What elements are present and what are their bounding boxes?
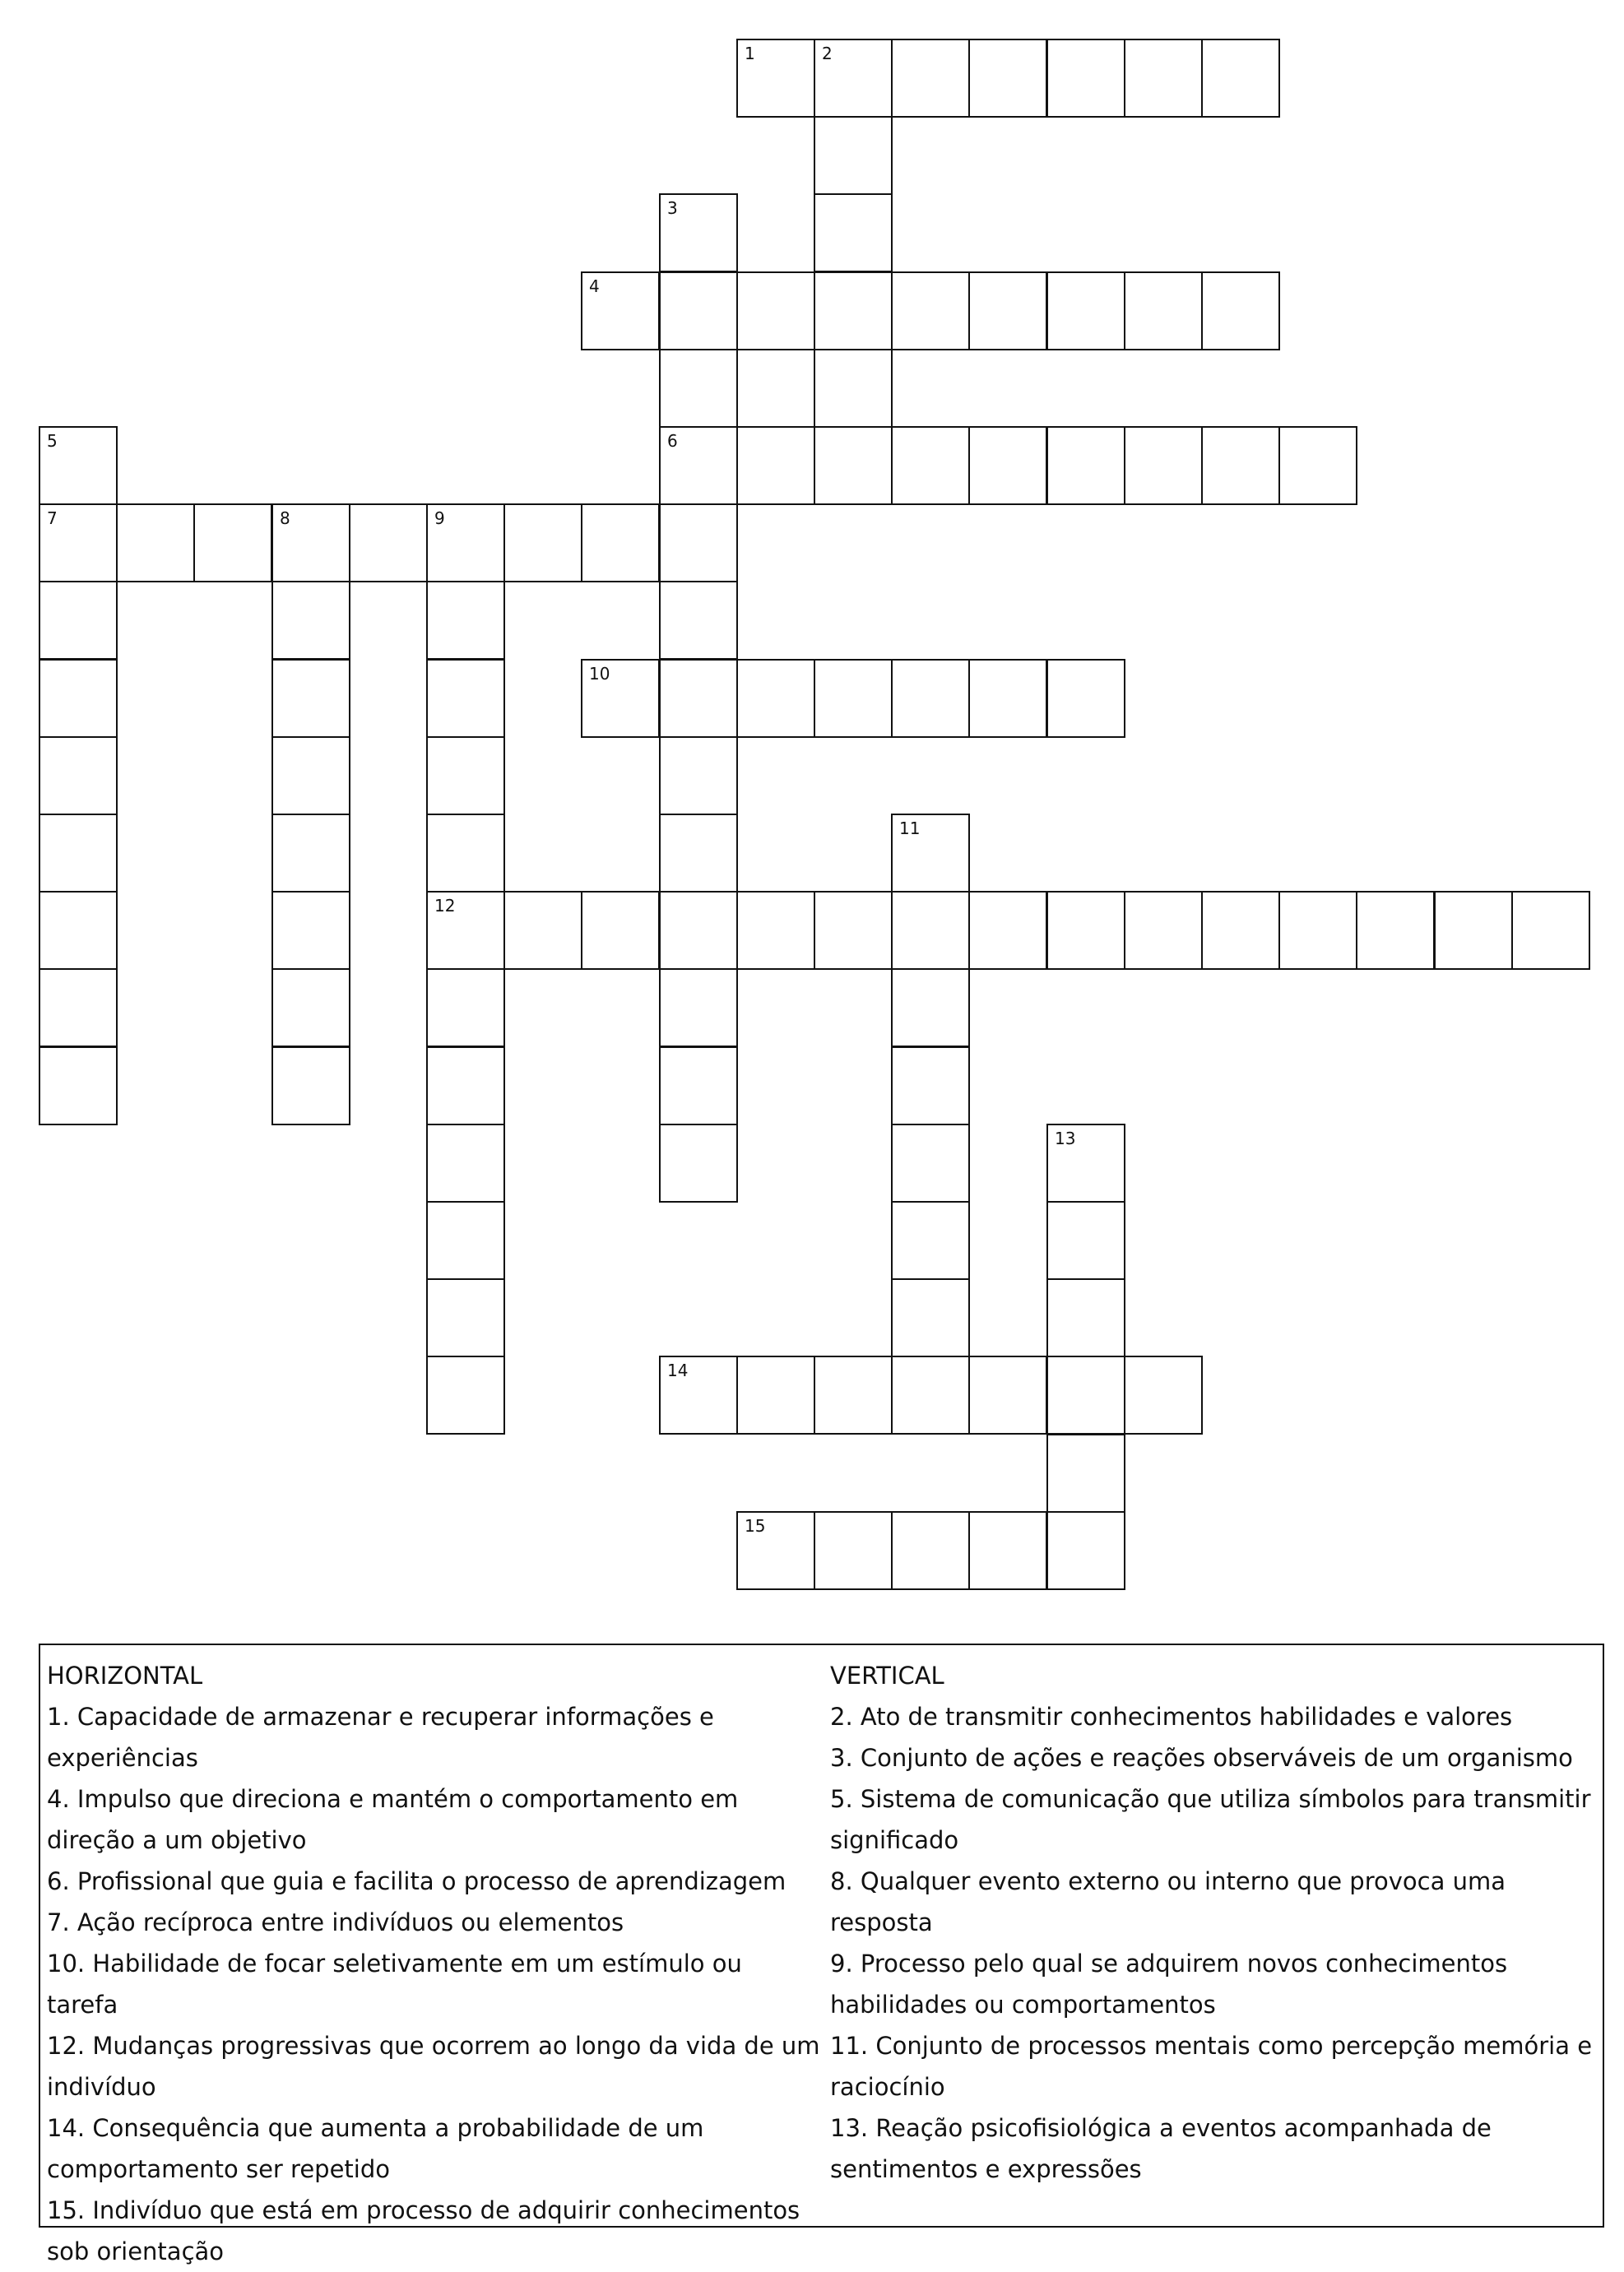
- grid-cell[interactable]: [736, 39, 815, 118]
- grid-cell[interactable]: [426, 581, 505, 660]
- grid-cell[interactable]: [1356, 891, 1435, 970]
- grid-cell[interactable]: [1046, 659, 1125, 738]
- clue-h12: 12. Mudanças progressivas que ocorrem ao longo da vida de um indivíduo: [47, 2032, 820, 2101]
- clue-number: 2: [822, 44, 833, 63]
- clue-number: 14: [667, 1361, 689, 1380]
- clue-number: 3: [667, 198, 678, 218]
- grid-cell[interactable]: [39, 968, 118, 1047]
- grid-cell[interactable]: [1124, 39, 1203, 118]
- grid-cell[interactable]: [659, 659, 738, 738]
- grid-cell[interactable]: [1511, 891, 1590, 970]
- grid-cell[interactable]: [271, 736, 350, 815]
- grid-cell[interactable]: [426, 891, 505, 970]
- grid-cell[interactable]: [271, 581, 350, 660]
- grid-cell[interactable]: [891, 426, 970, 505]
- grid-cell[interactable]: [891, 1046, 970, 1125]
- grid-cell[interactable]: [1046, 271, 1125, 350]
- grid-cell[interactable]: [1046, 1356, 1125, 1435]
- grid-cell[interactable]: [814, 659, 893, 738]
- grid-cell[interactable]: [814, 116, 893, 195]
- clue-number: 13: [1055, 1129, 1076, 1148]
- grid-cell[interactable]: [814, 193, 893, 272]
- grid-cell[interactable]: [891, 1356, 970, 1435]
- clue-h6: 6. Profissional que guia e facilita o processo de aprendizagem: [47, 1867, 786, 1895]
- clue-number: 15: [745, 1516, 766, 1536]
- grid-cell[interactable]: [426, 1278, 505, 1357]
- grid-cell[interactable]: [271, 1046, 350, 1125]
- grid-cell[interactable]: [1201, 271, 1280, 350]
- clue-number: 10: [589, 664, 610, 684]
- grid-cell[interactable]: [426, 814, 505, 893]
- grid-cell[interactable]: [891, 39, 970, 118]
- grid-cell[interactable]: [426, 503, 505, 582]
- grid-cell[interactable]: [659, 271, 738, 350]
- clue-h15: 15. Indivíduo que está em processo de adquirir conhecimentos sob orientação: [47, 2196, 800, 2265]
- grid-cell[interactable]: [426, 659, 505, 738]
- clues-box: [39, 1644, 1604, 2265]
- grid-cell[interactable]: [814, 39, 893, 118]
- grid-cell[interactable]: [659, 581, 738, 660]
- grid-cell[interactable]: [814, 891, 893, 970]
- grid-cell[interactable]: [116, 503, 195, 582]
- clue-number: 12: [434, 896, 456, 916]
- grid-cell[interactable]: [891, 659, 970, 738]
- grid-cell[interactable]: [1201, 426, 1280, 505]
- grid-cell[interactable]: [1201, 39, 1280, 118]
- grid-cell[interactable]: [891, 891, 970, 970]
- grid-cell[interactable]: [659, 349, 738, 428]
- grid-cell[interactable]: [1046, 1278, 1125, 1357]
- grid-cell[interactable]: [1201, 891, 1280, 970]
- grid-cell[interactable]: [736, 426, 815, 505]
- grid-cell[interactable]: [659, 193, 738, 272]
- grid-cell[interactable]: [814, 426, 893, 505]
- vertical-title: VERTICAL: [830, 1662, 944, 1690]
- grid-cell[interactable]: [736, 891, 815, 970]
- grid-cell[interactable]: [814, 1356, 893, 1435]
- grid-cell[interactable]: [968, 271, 1047, 350]
- clue-number: 8: [280, 508, 290, 528]
- grid-cell[interactable]: [39, 814, 118, 893]
- grid-cell[interactable]: [659, 503, 738, 582]
- grid-cell[interactable]: [503, 891, 582, 970]
- grid-cell[interactable]: [1124, 271, 1203, 350]
- grid-cell[interactable]: [1046, 1434, 1125, 1513]
- grid-cell[interactable]: [271, 968, 350, 1047]
- grid-cell[interactable]: [1046, 1511, 1125, 1590]
- grid-cell[interactable]: [1046, 39, 1125, 118]
- clue-v8: 8. Qualquer evento externo ou interno que provoca uma resposta: [830, 1867, 1506, 1936]
- grid-cell[interactable]: [968, 891, 1047, 970]
- grid-cell[interactable]: [659, 1356, 738, 1435]
- grid-cell[interactable]: [659, 814, 738, 893]
- clue-h1: 1. Capacidade de armazenar e recuperar informações e experiências: [47, 1703, 714, 1772]
- grid-cell[interactable]: [891, 1278, 970, 1357]
- grid-cell[interactable]: [814, 1511, 893, 1590]
- grid-cell[interactable]: [271, 891, 350, 970]
- grid-cell[interactable]: [1124, 1356, 1203, 1435]
- grid-cell[interactable]: [39, 581, 118, 660]
- grid-cell[interactable]: [349, 503, 428, 582]
- grid-cell[interactable]: [39, 659, 118, 738]
- grid-cell[interactable]: [736, 1356, 815, 1435]
- grid-cell[interactable]: [891, 968, 970, 1047]
- grid-cell[interactable]: [891, 271, 970, 350]
- grid-cell[interactable]: [968, 39, 1047, 118]
- grid-cell[interactable]: [39, 1046, 118, 1125]
- grid-cell[interactable]: [659, 736, 738, 815]
- grid-cell[interactable]: [736, 1511, 815, 1590]
- grid-cell[interactable]: [426, 736, 505, 815]
- grid-cell[interactable]: [1124, 426, 1203, 505]
- grid-cell[interactable]: [39, 503, 118, 582]
- grid-cell[interactable]: [968, 426, 1047, 505]
- grid-cell[interactable]: [581, 659, 660, 738]
- clue-h7: 7. Ação recíproca entre indivíduos ou elementos: [47, 1908, 624, 1936]
- clue-v11: 11. Conjunto de processos mentais como percepção memória e raciocínio: [830, 2032, 1593, 2101]
- grid-cell[interactable]: [1046, 1201, 1125, 1280]
- grid-cell[interactable]: [891, 1201, 970, 1280]
- grid-cell[interactable]: [271, 814, 350, 893]
- clue-number: 5: [47, 431, 58, 451]
- clue-number: 9: [434, 508, 445, 528]
- clue-h14: 14. Consequência que aumenta a probabilidade de um comportamento ser repetido: [47, 2114, 704, 2183]
- grid-cell[interactable]: [736, 271, 815, 350]
- grid-cell[interactable]: [1278, 891, 1357, 970]
- grid-cell[interactable]: [814, 349, 893, 428]
- grid-cell[interactable]: [426, 1046, 505, 1125]
- clue-v9: 9. Processo pelo qual se adquirem novos conhecimentos habilidades ou comportamentos: [830, 1950, 1508, 2019]
- clue-number: 7: [47, 508, 58, 528]
- grid-cell[interactable]: [581, 891, 660, 970]
- grid-cell[interactable]: [271, 503, 350, 582]
- grid-cell[interactable]: [659, 891, 738, 970]
- clue-v3: 3. Conjunto de ações e reações observáveis de um organismo: [830, 1744, 1573, 1772]
- clue-h10: 10. Habilidade de focar seletivamente em um estímulo ou tarefa: [47, 1950, 742, 2019]
- grid-cell[interactable]: [968, 1356, 1047, 1435]
- clue-number: 1: [745, 44, 755, 63]
- grid-cell[interactable]: [891, 814, 970, 893]
- clue-number: 4: [589, 276, 600, 296]
- grid-cell[interactable]: [659, 1124, 738, 1203]
- grid-cell[interactable]: [193, 503, 272, 582]
- grid-cell[interactable]: [659, 426, 738, 505]
- grid-cell[interactable]: [968, 659, 1047, 738]
- grid-cell[interactable]: [659, 1046, 738, 1125]
- grid-cell[interactable]: [426, 968, 505, 1047]
- grid-cell[interactable]: [1046, 1124, 1125, 1203]
- grid-cell[interactable]: [581, 271, 660, 350]
- grid-cell[interactable]: [1046, 891, 1125, 970]
- vertical-clues: [830, 1655, 1595, 2190]
- grid-cell[interactable]: [503, 503, 582, 582]
- grid-cell[interactable]: [39, 426, 118, 505]
- grid-cell[interactable]: [736, 659, 815, 738]
- grid-cell[interactable]: [1278, 426, 1357, 505]
- clue-h4: 4. Impulso que direciona e mantém o comportamento em direção a um objetivo: [47, 1785, 739, 1854]
- grid-cell[interactable]: [1046, 426, 1125, 505]
- grid-cell[interactable]: [891, 1511, 970, 1590]
- grid-cell[interactable]: [968, 1511, 1047, 1590]
- grid-cell[interactable]: [1124, 891, 1203, 970]
- grid-cell[interactable]: [426, 1124, 505, 1203]
- grid-cell[interactable]: [426, 1356, 505, 1435]
- horizontal-clues: [47, 1655, 820, 2272]
- grid-cell[interactable]: [39, 736, 118, 815]
- grid-cell[interactable]: [581, 503, 660, 582]
- grid-cell[interactable]: [426, 1201, 505, 1280]
- grid-cell[interactable]: [814, 271, 893, 350]
- clue-v13: 13. Reação psicofisiológica a eventos acompanhada de sentimentos e expressões: [830, 2114, 1492, 2183]
- clue-number: 6: [667, 431, 678, 451]
- clue-number: 11: [899, 818, 921, 838]
- grid-cell[interactable]: [271, 659, 350, 738]
- clue-v2: 2. Ato de transmitir conhecimentos habilidades e valores: [830, 1703, 1513, 1731]
- grid-cell[interactable]: [659, 968, 738, 1047]
- grid-cell[interactable]: [39, 891, 118, 970]
- horizontal-title: HORIZONTAL: [47, 1662, 203, 1690]
- grid-cell[interactable]: [891, 1124, 970, 1203]
- clue-v5: 5. Sistema de comunicação que utiliza símbolos para transmitir significado: [830, 1785, 1591, 1854]
- grid-cell[interactable]: [1434, 891, 1513, 970]
